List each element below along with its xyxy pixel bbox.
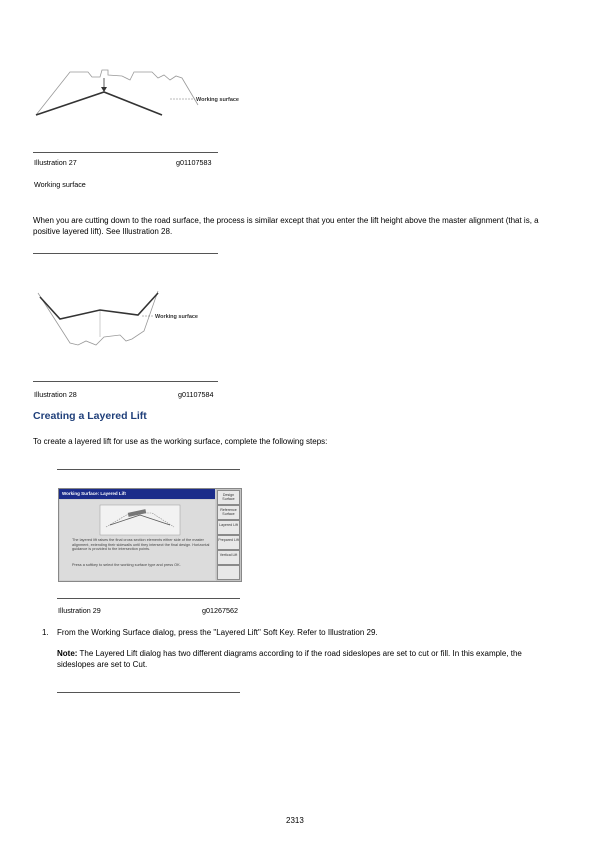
dialog-diagram [100, 505, 180, 535]
intro-paragraph: When you are cutting down to the road surface, the process is similar except that you enter the lift height above the master alignment (that is, a positive layered lift). See Illustration 28. [33, 216, 539, 236]
illustration-27-caption-left: Illustration 27 [34, 158, 77, 167]
dialog-title: Working Surface: Layered Lift [59, 489, 215, 499]
illustration-28-top-rule [33, 253, 218, 254]
softkey-column [216, 489, 241, 581]
softkey-vertical-lift[interactable]: Vertical Lift [217, 550, 240, 565]
illustration-28-rule [33, 381, 218, 382]
note-label: Note: [57, 649, 78, 658]
illustration-28-diagram-label: Working surface [155, 314, 198, 320]
illustration-29-top-rule [57, 469, 240, 470]
illustration-27-rule [33, 152, 218, 153]
illustration-28-diagram [30, 285, 230, 355]
illustration-27-diagram [30, 60, 239, 130]
next-illustration-top-rule [57, 692, 240, 693]
illustration-27-caption-right: g01107583 [176, 158, 212, 167]
illustration-29-rule [57, 598, 240, 599]
section-intro: To create a layered lift for use as the working surface, complete the following steps: [33, 437, 328, 446]
softkey-design-surface[interactable]: Design Surface [217, 490, 240, 505]
step-1-number: 1. [42, 628, 49, 637]
layered-lift-dialog-screenshot [58, 488, 242, 582]
softkey-reference-surface[interactable]: Reference Surface [217, 505, 240, 520]
softkey-empty[interactable] [217, 565, 240, 580]
step-1-text: From the Working Surface dialog, press the "Layered Lift" Soft Key. Refer to Illustration 29. [57, 628, 378, 637]
dialog-text-1: The layered lift raises the final cross section elements either side of the master alignment, extending their sidewalls until they intersect the final design. Horizontal guidance is provided to the intersection points. [72, 538, 210, 552]
illustration-27-subcaption: Working surface [34, 180, 86, 189]
illustration-29-caption-left: Illustration 29 [58, 606, 101, 615]
illustration-28-caption-right: g01107584 [178, 390, 214, 399]
illustration-27-diagram-label: Working surface [196, 97, 239, 103]
softkey-prepared-lift[interactable]: Prepared Lift [217, 535, 240, 550]
step-1-note [57, 648, 557, 670]
dialog-body [60, 500, 215, 580]
illustration-29-caption-right: g01267562 [202, 606, 238, 615]
note-text: The Layered Lift dialog has two different diagrams according to if the road sideslopes are set to cut or fill. In this example, the sideslopes are set to Cut. [57, 649, 522, 669]
section-heading: Creating a Layered Lift [33, 410, 147, 422]
dialog-text-2: Press a softkey to select the working surface type and press OK. [72, 563, 181, 567]
illustration-28-caption-left: Illustration 28 [34, 390, 77, 399]
page-number: 2313 [286, 816, 304, 825]
softkey-layered-lift[interactable]: Layered Lift [217, 520, 240, 535]
